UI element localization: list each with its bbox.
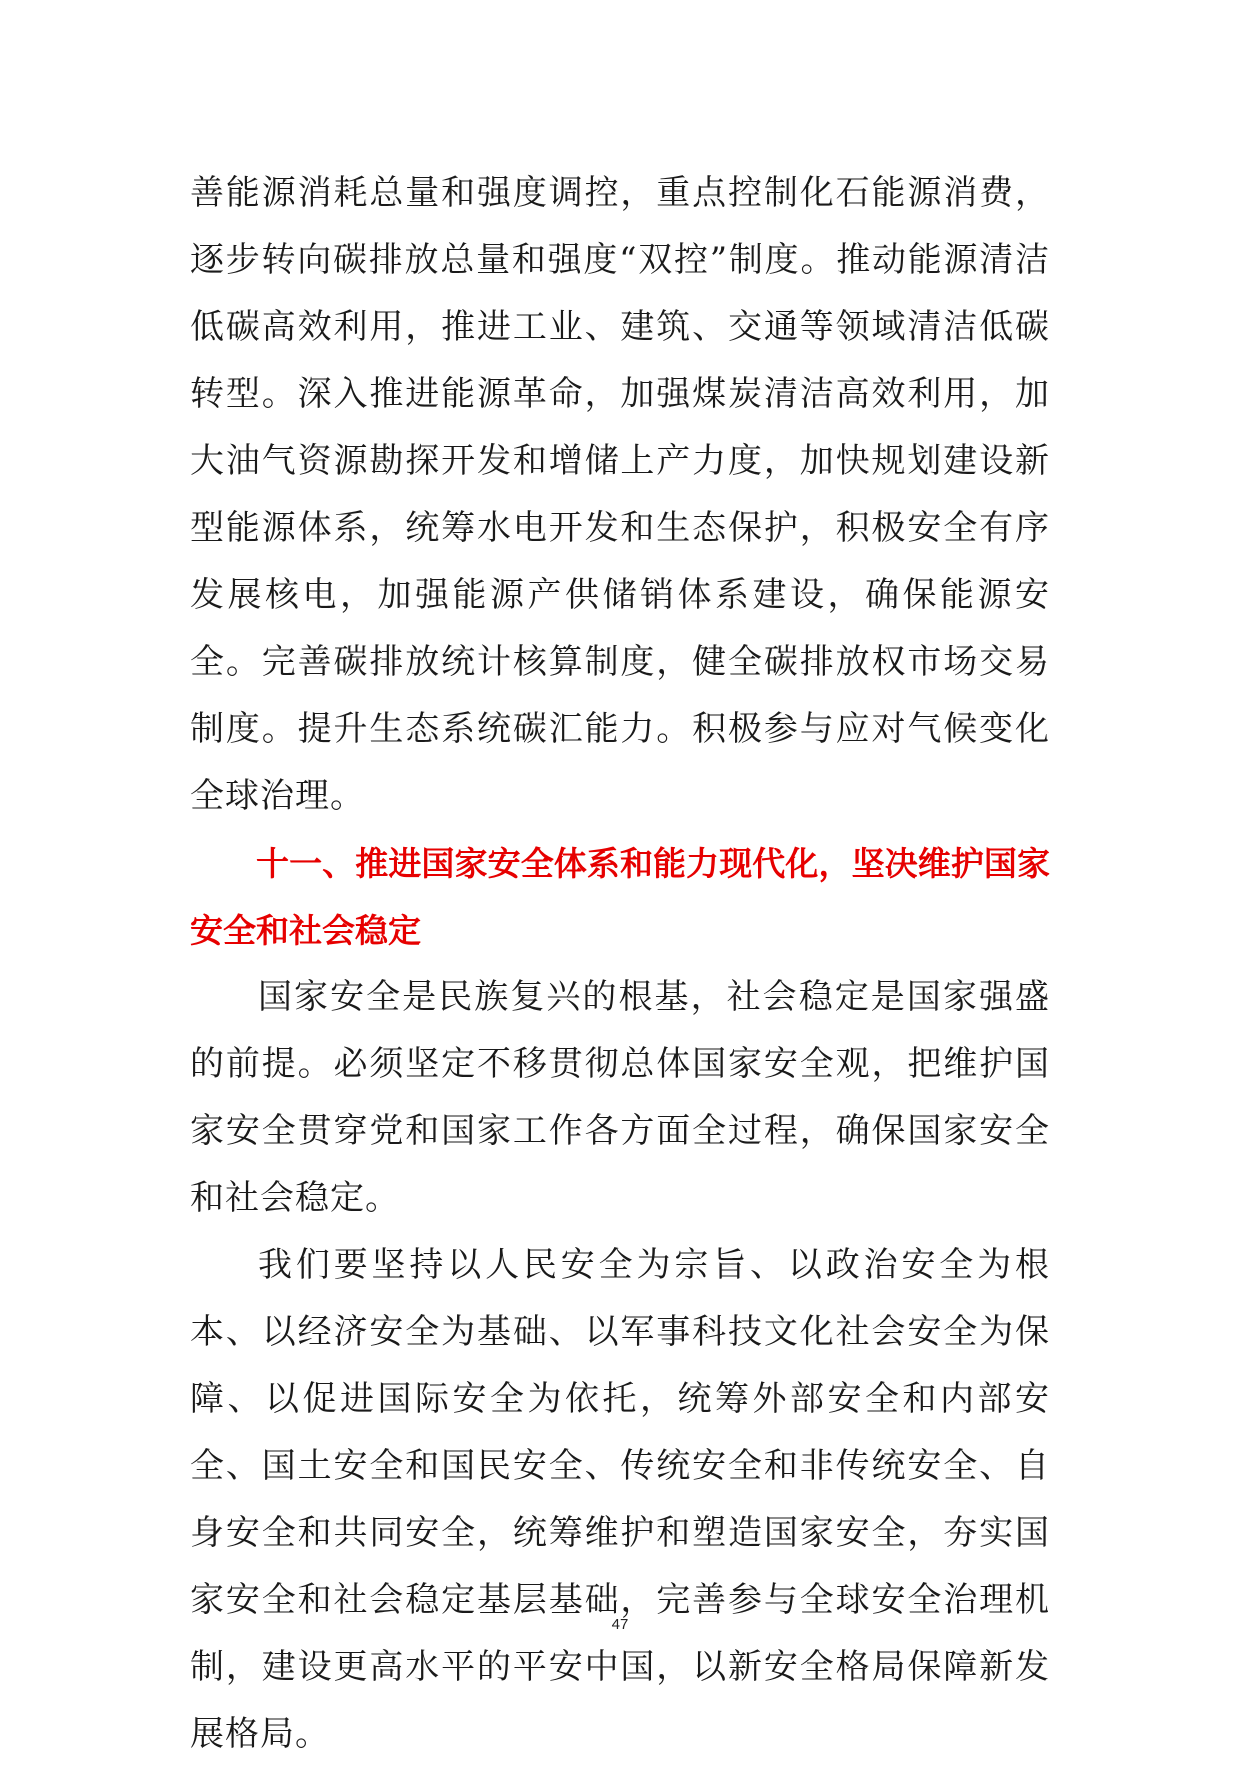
paragraph-energy-carbon: 善能源消耗总量和强度调控，重点控制化石能源消费，逐步转向碳排放总量和强度“双控”制度。推动能源清洁低碳高效利用，推进工业、建筑、交通等领域清洁低碳转型。深入推进能源革命，加强煤炭清洁高效利用，加大油气资源勘探开发和增储上产力度，加快规划建设新型能源体系，统筹水电开发和生态保护，积极安全有序发展核电，加强能源产供储销体系建设，确保能源安全。完善碳排放统计核算制度，健全碳排放权市场交易制度。提升生态系统碳汇能力。积极参与应对气候变化全球治理。 bbox=[190, 173, 1050, 816]
section-heading-national-security: 十一、推进国家安全体系和能力现代化，坚决维护国家安全和社会稳定 bbox=[190, 844, 1050, 950]
page-content bbox=[190, 160, 1050, 1768]
paragraph-security-foundation: 国家安全是民族复兴的根基，社会稳定是国家强盛的前提。必须坚定不移贯彻总体国家安全观，把维护国家安全贯穿党和国家工作各方面全过程，确保国家安全和社会稳定。 bbox=[190, 977, 1050, 1218]
page-number: 47 bbox=[611, 1616, 629, 1633]
paragraph-security-principles: 我们要坚持以人民安全为宗旨、以政治安全为根本、以经济安全为基础、以军事科技文化社会安全为保障、以促进国际安全为依托，统筹外部安全和内部安全、国土安全和国民安全、传统安全和非传统安全、自身安全和共同安全，统筹维护和塑造国家安全，夯实国家安全和社会稳定基层基础，完善参与全球安全治理机制，建设更高水平的平安中国，以新安全格局保障新发展格局。 bbox=[190, 1245, 1050, 1754]
